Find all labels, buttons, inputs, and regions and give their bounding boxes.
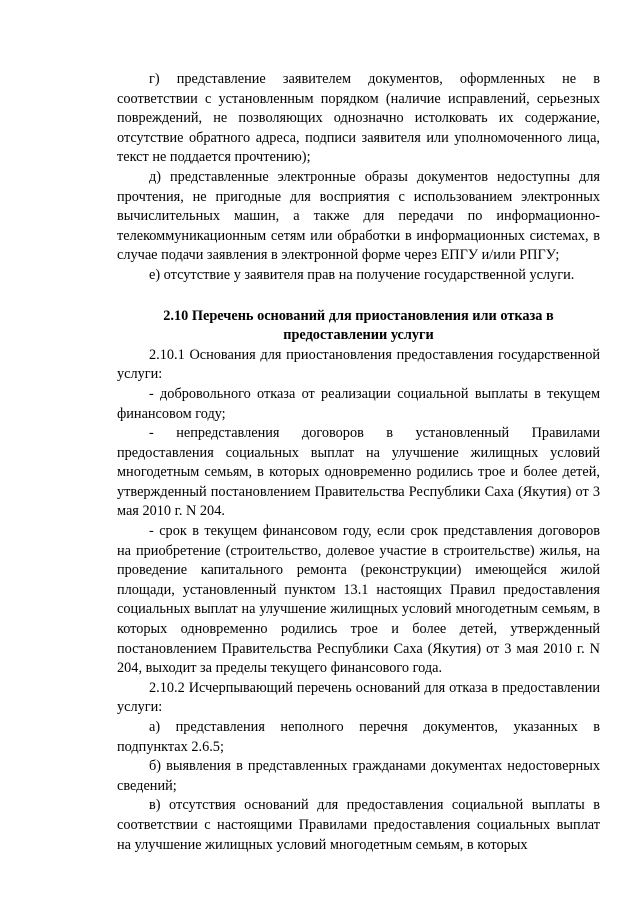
paragraph-e: е) отсутствие у заявителя прав на получение государственной услуги.	[149, 266, 575, 283]
paragraph-b: б) выявления в представленных гражданами документах недостоверных сведений;	[117, 758, 600, 794]
paragraph-voluntary-refusal: - добровольного отказа от реализации социальной выплаты в текущем финансовом году;	[117, 385, 600, 422]
document-page	[117, 70, 600, 855]
paragraph-deadline: - срок в текущем финансовом году, если срок представления договоров на приобретение (строительство, долевое участие в строительстве) жилья, на проведение капитального ремонта (реконструкции) имеющейся жилой площади, установленный пунктом 13.1 настоящих Правил предоставления социальных выплат на улучшение жилищных условий многодетным семьям, в которых одновременно родились трое и более детей, утвержденный постановлением Правительства Республики Саха (Якутия) от 3 мая 2010 г. N 204, выходит за пределы текущего финансового года.	[117, 523, 600, 677]
paragraph-g: г) представление заявителем документов, оформленных не в соответствии с установленным порядком (наличие исправлений, серьезных повреждений, не позволяющих однозначно истолковать их содержание, отсутствие обратного адреса, подписи заявителя или уполномоченного лица, текст не поддается прочтению);	[117, 71, 600, 166]
paragraph-2-10-1: 2.10.1 Основания для приостановления предоставления государственной услуги:	[117, 346, 600, 383]
section-heading: 2.10 Перечень оснований для приостановления или отказа в предоставлении услуги	[163, 307, 554, 344]
paragraph-2-10-2: 2.10.2 Исчерпывающий перечень оснований для отказа в предоставлении услуги:	[117, 679, 600, 716]
paragraph-d: д) представленные электронные образы документов недоступны для прочтения, не пригодные для восприятия с использованием электронных вычислительных машин, а также для передачи по информационно-телекоммуникационным сетям или обработки в информационных системах, в случае подачи заявления в электронной форме через ЕПГУ и/или РПГУ;	[117, 168, 600, 264]
paragraph-contracts-not-submitted: - непредставления договоров в установленный Правилами предоставления социальных выплат на улучшение жилищных условий многодетным семьям, в которых одновременно родились трое и более детей, утвержденный постановлением Правительства Республики Саха (Якутия) от 3 мая 2010 г. N 204.	[117, 425, 600, 520]
paragraph-v: в) отсутствия оснований для предоставления социальной выплаты в соответствии с настоящими Правилами предоставления социальных выплат на улучшение жилищных условий многодетным семьям, в которых	[117, 797, 600, 853]
paragraph-a: а) представления неполного перечня документов, указанных в подпунктах 2.6.5;	[117, 719, 600, 755]
